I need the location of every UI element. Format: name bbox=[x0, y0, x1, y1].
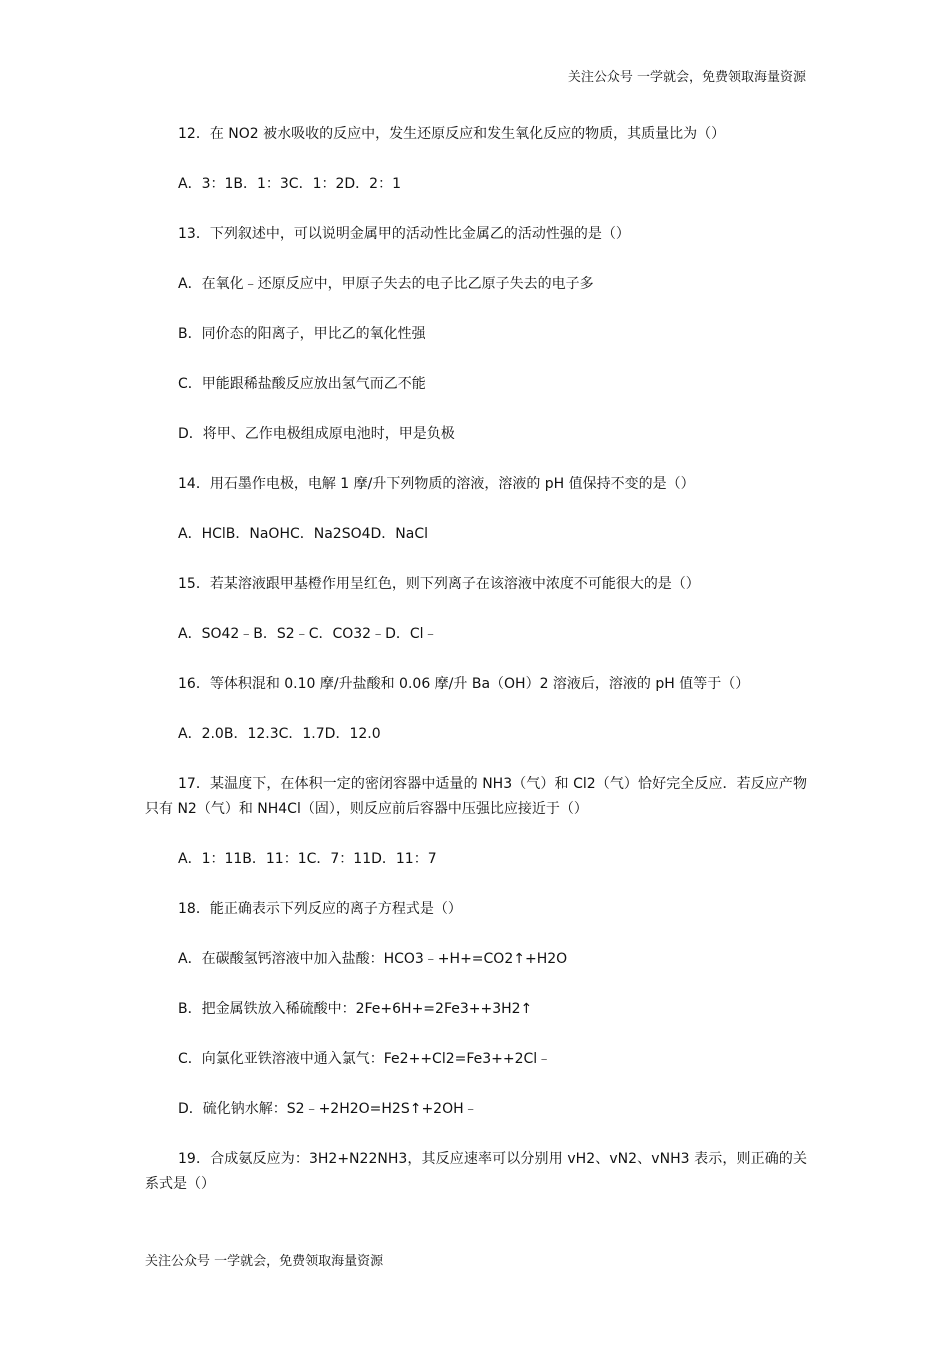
question-14-options: A．HClB．NaOHC．Na2SO4D．NaCl bbox=[178, 526, 429, 542]
question-18-option-d: D．硫化钠水解：S2﹣+2H2O=H2S↑+2OH﹣ bbox=[178, 1101, 478, 1117]
question-18-option-b: B．把金属铁放入稀硫酸中：2Fe+6H+=2Fe3++3H2↑ bbox=[178, 1001, 533, 1017]
question-13-option-d: D．将甲、乙作电极组成原电池时，甲是负极 bbox=[178, 426, 455, 442]
question-18-option-a: A．在碳酸氢钙溶液中加入盐酸：HCO3﹣+H+=CO2↑+H2O bbox=[178, 951, 568, 967]
question-13-stem: 13．下列叙述中，可以说明金属甲的活动性比金属乙的活动性强的是（） bbox=[178, 226, 630, 242]
question-15-stem: 15．若某溶液跟甲基橙作用呈红色，则下列离子在该溶液中浓度不可能很大的是（） bbox=[178, 576, 700, 592]
question-14-stem: 14．用石墨作电极，电解 1 摩/升下列物质的溶液，溶液的 pH 值保持不变的是（） bbox=[178, 476, 695, 492]
question-12-stem: 12．在 NO2 被水吸收的反应中，发生还原反应和发生氧化反应的物质，其质量比为（） bbox=[178, 126, 726, 142]
question-15-options: A．SO42﹣B．S2﹣C．CO32﹣D．Cl﹣ bbox=[178, 626, 438, 642]
document-body bbox=[145, 122, 807, 1197]
question-18-stem: 18．能正确表示下列反应的离子方程式是（） bbox=[178, 901, 462, 917]
question-16-stem: 16．等体积混和 0.10 摩/升盐酸和 0.06 摩/升 Ba（OH）2 溶液后，溶液的 pH 值等于（） bbox=[178, 676, 750, 692]
question-12-options: A．3：1B．1：3C．1：2D．2：1 bbox=[178, 176, 401, 192]
page-header: 关注公众号 一学就会，免费领取海量资源 bbox=[567, 70, 806, 85]
question-19-stem: 19．合成氨反应为：3H2+N22NH3，其反应速率可以分别用 vH2、vN2、vNH3 表示，则正确的关系式是（） bbox=[145, 1151, 807, 1192]
question-18-option-c: C．向氯化亚铁溶液中通入氯气：Fe2++Cl2=Fe3++2Cl﹣ bbox=[178, 1051, 552, 1067]
question-16-options: A．2.0B．12.3C．1.7D．12.0 bbox=[178, 726, 381, 742]
question-13-option-b: B．同价态的阳离子，甲比乙的氧化性强 bbox=[178, 326, 426, 342]
question-13-option-c: C．甲能跟稀盐酸反应放出氢气而乙不能 bbox=[178, 376, 426, 392]
question-17-options: A．1：11B．11：1C．7：11D．11：7 bbox=[178, 851, 437, 867]
question-13-option-a: A．在氧化﹣还原反应中，甲原子失去的电子比乙原子失去的电子多 bbox=[178, 276, 594, 292]
question-17-stem: 17．某温度下，在体积一定的密闭容器中适量的 NH3（气）和 Cl2（气）恰好完全反应．若反应产物只有 N2（气）和 NH4Cl（固），则反应前后容器中压强比应接近于（） bbox=[145, 776, 807, 817]
page-footer: 关注公众号 一学就会，免费领取海量资源 bbox=[145, 1254, 384, 1269]
